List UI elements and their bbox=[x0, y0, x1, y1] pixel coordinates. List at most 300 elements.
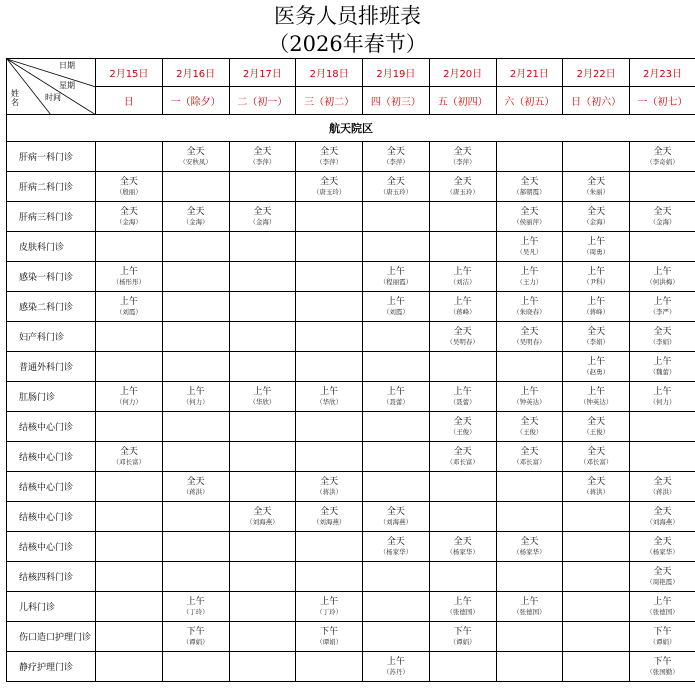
shift-label: 上午 bbox=[453, 266, 472, 277]
shift-label: 全天 bbox=[653, 566, 672, 577]
shift-cell bbox=[229, 352, 296, 382]
staff-name: （尹科） bbox=[583, 277, 610, 286]
shift-cell bbox=[630, 472, 695, 502]
shift-cell bbox=[563, 142, 630, 172]
staff-name: （钟英达） bbox=[513, 397, 546, 406]
staff-name: （张国勤） bbox=[646, 667, 679, 676]
staff-name: （丁玲） bbox=[316, 607, 343, 616]
shift-cell bbox=[496, 442, 563, 472]
staff-name: （侯丽萍） bbox=[513, 217, 546, 226]
department-name: 结核中心门诊 bbox=[7, 502, 96, 532]
shift-cell bbox=[363, 142, 430, 172]
shift-label: 下午 bbox=[653, 626, 672, 637]
shift-cell bbox=[630, 172, 695, 202]
staff-name: （何力） bbox=[182, 397, 209, 406]
shift-cell bbox=[229, 262, 296, 292]
staff-name: （唐玉玲） bbox=[446, 187, 479, 196]
shift-label: 全天 bbox=[653, 506, 672, 517]
department-name: 儿科门诊 bbox=[7, 592, 96, 622]
schedule-row bbox=[7, 412, 695, 442]
shift-label: 上午 bbox=[386, 296, 405, 307]
date-header: 2月17日 bbox=[229, 59, 296, 87]
staff-name: （蒋峰） bbox=[449, 307, 476, 316]
department-name: 结核中心门诊 bbox=[7, 472, 96, 502]
shift-label: 上午 bbox=[320, 596, 339, 607]
date-header: 2月23日 bbox=[630, 59, 695, 87]
shift-cell bbox=[563, 622, 630, 652]
shift-label: 全天 bbox=[186, 206, 205, 217]
shift-label: 上午 bbox=[119, 386, 138, 397]
shift-cell bbox=[296, 592, 363, 622]
shift-cell bbox=[496, 292, 563, 322]
weekday-header: 六（初五） bbox=[496, 87, 563, 115]
shift-label: 全天 bbox=[520, 536, 539, 547]
staff-name: （杨家华） bbox=[646, 547, 679, 556]
corner-weekday-label: 星期 bbox=[59, 81, 75, 90]
weekday-header: 一（除夕） bbox=[162, 87, 229, 115]
shift-cell bbox=[630, 652, 695, 682]
staff-name: （王俊） bbox=[516, 427, 543, 436]
shift-label: 上午 bbox=[653, 356, 672, 367]
staff-name: （李奇娟） bbox=[646, 157, 679, 166]
shift-cell bbox=[96, 292, 163, 322]
shift-cell bbox=[162, 352, 229, 382]
department-name: 静疗护理门诊 bbox=[7, 652, 96, 682]
shift-cell bbox=[496, 502, 563, 532]
schedule-row bbox=[7, 442, 695, 472]
staff-name: （谭娟） bbox=[182, 637, 209, 646]
schedule-row bbox=[7, 202, 695, 232]
shift-cell bbox=[630, 382, 695, 412]
shift-label: 全天 bbox=[653, 536, 672, 547]
shift-label: 全天 bbox=[653, 206, 672, 217]
shift-cell bbox=[363, 442, 430, 472]
shift-cell bbox=[96, 232, 163, 262]
department-name: 结核中心门诊 bbox=[7, 412, 96, 442]
staff-name: （华欣） bbox=[316, 397, 343, 406]
department-name: 结核中心门诊 bbox=[7, 442, 96, 472]
department-name: 感染二科门诊 bbox=[7, 292, 96, 322]
schedule-row bbox=[7, 382, 695, 412]
shift-cell bbox=[630, 262, 695, 292]
sheet-title: 医务人员排班表 bbox=[274, 4, 421, 28]
shift-cell bbox=[162, 412, 229, 442]
shift-cell bbox=[563, 172, 630, 202]
shift-label: 上午 bbox=[520, 386, 539, 397]
shift-label: 全天 bbox=[453, 176, 472, 187]
shift-label: 全天 bbox=[320, 146, 339, 157]
weekday-header: 三（初二） bbox=[296, 87, 363, 115]
shift-cell bbox=[363, 532, 430, 562]
shift-label: 上午 bbox=[186, 596, 205, 607]
staff-name: （何洪梅） bbox=[646, 277, 679, 286]
staff-name: （殷丽） bbox=[115, 187, 142, 196]
shift-cell bbox=[296, 172, 363, 202]
shift-cell bbox=[296, 652, 363, 682]
staff-name: （杨家华） bbox=[513, 547, 546, 556]
shift-cell bbox=[563, 652, 630, 682]
corner-name-label: 姓名 bbox=[11, 89, 19, 107]
shift-cell bbox=[162, 382, 229, 412]
shift-cell bbox=[429, 472, 496, 502]
shift-label: 全天 bbox=[587, 326, 606, 337]
shift-cell bbox=[429, 652, 496, 682]
sheet-subtitle: （2026年春节） bbox=[268, 32, 427, 56]
shift-cell bbox=[296, 322, 363, 352]
shift-cell bbox=[563, 592, 630, 622]
shift-cell bbox=[296, 532, 363, 562]
shift-cell bbox=[563, 532, 630, 562]
shift-cell bbox=[229, 202, 296, 232]
shift-cell bbox=[630, 532, 695, 562]
shift-cell bbox=[229, 232, 296, 262]
shift-cell bbox=[630, 592, 695, 622]
staff-name: （钟英达） bbox=[579, 397, 613, 406]
shift-cell bbox=[296, 202, 363, 232]
shift-label: 全天 bbox=[253, 206, 272, 217]
schedule-row bbox=[7, 622, 695, 652]
shift-cell bbox=[162, 322, 229, 352]
shift-label: 上午 bbox=[320, 386, 339, 397]
shift-label: 下午 bbox=[453, 626, 472, 637]
staff-name: （刘洁） bbox=[449, 277, 476, 286]
header-corner bbox=[7, 59, 96, 115]
shift-cell bbox=[162, 202, 229, 232]
schedule-row bbox=[7, 232, 695, 262]
shift-label: 全天 bbox=[453, 536, 472, 547]
staff-name: （谭娟） bbox=[316, 637, 343, 646]
shift-label: 全天 bbox=[653, 476, 672, 487]
shift-cell bbox=[162, 562, 229, 592]
staff-name: （何力） bbox=[115, 397, 142, 406]
staff-name: （刘海燕） bbox=[646, 517, 679, 526]
date-header: 2月18日 bbox=[296, 59, 363, 87]
shift-cell bbox=[96, 262, 163, 292]
shift-cell bbox=[429, 292, 496, 322]
shift-cell bbox=[96, 172, 163, 202]
shift-cell bbox=[162, 472, 229, 502]
department-name: 妇产科门诊 bbox=[7, 322, 96, 352]
shift-cell bbox=[630, 412, 695, 442]
shift-cell bbox=[496, 532, 563, 562]
shift-cell bbox=[563, 442, 630, 472]
staff-name: （李萍） bbox=[249, 157, 276, 166]
shift-cell bbox=[496, 322, 563, 352]
staff-name: （蒋洪） bbox=[182, 487, 209, 496]
shift-cell bbox=[296, 232, 363, 262]
staff-name: （刘海燕） bbox=[312, 517, 346, 526]
shift-cell bbox=[363, 352, 430, 382]
staff-name: （邓长富） bbox=[112, 457, 146, 466]
staff-name: （张德国） bbox=[513, 607, 546, 616]
staff-name: （李娟） bbox=[649, 337, 676, 346]
shift-cell bbox=[229, 322, 296, 352]
shift-label: 上午 bbox=[520, 266, 539, 277]
shift-label: 上午 bbox=[520, 296, 539, 307]
staff-name: （刘海燕） bbox=[379, 517, 413, 526]
shift-label: 全天 bbox=[453, 146, 472, 157]
shift-cell bbox=[363, 232, 430, 262]
shift-cell bbox=[563, 502, 630, 532]
staff-name: （周勇） bbox=[583, 247, 610, 256]
schedule-row bbox=[7, 592, 695, 622]
shift-cell bbox=[496, 202, 563, 232]
shift-cell bbox=[296, 382, 363, 412]
staff-name: （刘海燕） bbox=[246, 517, 279, 526]
shift-cell bbox=[496, 472, 563, 502]
shift-label: 全天 bbox=[587, 446, 606, 457]
shift-label: 上午 bbox=[386, 656, 405, 667]
staff-name: （程丽霞） bbox=[379, 277, 413, 286]
department-name: 普通外科门诊 bbox=[7, 352, 96, 382]
schedule-row bbox=[7, 532, 695, 562]
shift-label: 全天 bbox=[320, 506, 339, 517]
shift-label: 全天 bbox=[520, 416, 539, 427]
shift-label: 全天 bbox=[587, 416, 606, 427]
shift-cell bbox=[363, 262, 430, 292]
staff-name: （朱晓春） bbox=[513, 307, 546, 316]
shift-cell bbox=[563, 202, 630, 232]
schedule-row bbox=[7, 562, 695, 592]
shift-cell bbox=[363, 382, 430, 412]
department-name: 结核中心门诊 bbox=[7, 532, 96, 562]
shift-label: 全天 bbox=[186, 146, 205, 157]
shift-cell bbox=[429, 502, 496, 532]
staff-name: （吴明春） bbox=[446, 337, 479, 346]
shift-cell bbox=[630, 322, 695, 352]
shift-cell bbox=[429, 622, 496, 652]
shift-cell bbox=[363, 592, 430, 622]
shift-cell bbox=[296, 412, 363, 442]
shift-cell bbox=[630, 202, 695, 232]
shift-cell bbox=[296, 442, 363, 472]
staff-name: （蒋洪） bbox=[583, 487, 610, 496]
shift-label: 下午 bbox=[320, 626, 339, 637]
staff-name: （唐玉玲） bbox=[379, 187, 413, 196]
shift-label: 全天 bbox=[320, 176, 339, 187]
shift-cell bbox=[496, 172, 563, 202]
shift-cell bbox=[363, 412, 430, 442]
shift-cell bbox=[96, 502, 163, 532]
staff-name: （吴凡） bbox=[516, 247, 543, 256]
shift-label: 全天 bbox=[587, 476, 606, 487]
shift-cell bbox=[563, 352, 630, 382]
shift-cell bbox=[96, 322, 163, 352]
staff-name: （王俊） bbox=[583, 427, 610, 436]
shift-cell bbox=[630, 502, 695, 532]
shift-cell bbox=[229, 472, 296, 502]
shift-cell bbox=[296, 472, 363, 502]
shift-cell bbox=[229, 622, 296, 652]
shift-cell bbox=[630, 232, 695, 262]
weekday-header: 四（初三） bbox=[363, 87, 430, 115]
shift-cell bbox=[162, 502, 229, 532]
staff-name: （杨家华） bbox=[446, 547, 479, 556]
schedule-table bbox=[6, 58, 695, 682]
weekday-header: 二（初一） bbox=[229, 87, 296, 115]
shift-cell bbox=[363, 472, 430, 502]
shift-label: 全天 bbox=[453, 416, 472, 427]
shift-label: 全天 bbox=[386, 506, 405, 517]
shift-cell bbox=[229, 142, 296, 172]
shift-cell bbox=[229, 652, 296, 682]
shift-label: 上午 bbox=[587, 296, 606, 307]
shift-label: 全天 bbox=[386, 536, 405, 547]
staff-name: （何力） bbox=[649, 397, 676, 406]
department-name: 肝病二科门诊 bbox=[7, 172, 96, 202]
department-name: 肝病三科门诊 bbox=[7, 202, 96, 232]
shift-cell bbox=[496, 352, 563, 382]
staff-name: （安秋凤） bbox=[179, 157, 212, 166]
staff-name: （张德国） bbox=[646, 607, 679, 616]
shift-cell bbox=[229, 592, 296, 622]
shift-cell bbox=[96, 622, 163, 652]
shift-cell bbox=[96, 562, 163, 592]
schedule-row bbox=[7, 142, 695, 172]
shift-cell bbox=[429, 532, 496, 562]
shift-label: 全天 bbox=[119, 206, 138, 217]
shift-label: 上午 bbox=[653, 596, 672, 607]
staff-name: （聂蕾） bbox=[449, 397, 476, 406]
shift-cell bbox=[162, 292, 229, 322]
schedule-row bbox=[7, 502, 695, 532]
department-name: 结核四科门诊 bbox=[7, 562, 96, 592]
staff-name: （金海） bbox=[583, 217, 610, 226]
shift-cell bbox=[429, 172, 496, 202]
staff-name: （魏蕾） bbox=[649, 367, 676, 376]
shift-label: 全天 bbox=[253, 146, 272, 157]
shift-cell bbox=[429, 202, 496, 232]
shift-cell bbox=[630, 352, 695, 382]
shift-cell bbox=[162, 442, 229, 472]
weekday-header: 一（初七） bbox=[630, 87, 695, 115]
shift-label: 全天 bbox=[119, 446, 138, 457]
department-name: 皮肤科门诊 bbox=[7, 232, 96, 262]
staff-name: （谭娟） bbox=[649, 637, 676, 646]
shift-label: 上午 bbox=[119, 266, 138, 277]
shift-label: 下午 bbox=[186, 626, 205, 637]
staff-name: （李萍） bbox=[382, 157, 409, 166]
shift-cell bbox=[496, 142, 563, 172]
shift-label: 全天 bbox=[587, 176, 606, 187]
staff-name: （蒋洪） bbox=[649, 487, 676, 496]
shift-cell bbox=[563, 232, 630, 262]
shift-label: 全天 bbox=[520, 176, 539, 187]
shift-label: 上午 bbox=[453, 296, 472, 307]
staff-name: （唐玉玲） bbox=[312, 187, 346, 196]
shift-label: 上午 bbox=[386, 266, 405, 277]
shift-cell bbox=[229, 412, 296, 442]
weekday-header: 日（初六） bbox=[563, 87, 630, 115]
diagonal-lines bbox=[7, 59, 96, 115]
department-name: 感染一科门诊 bbox=[7, 262, 96, 292]
staff-name: （蒋峰） bbox=[583, 307, 610, 316]
staff-name: （吴明春） bbox=[513, 337, 546, 346]
shift-cell bbox=[96, 652, 163, 682]
department-name: 肝病一科门诊 bbox=[7, 142, 96, 172]
shift-cell bbox=[429, 562, 496, 592]
staff-name: （金海） bbox=[249, 217, 276, 226]
shift-cell bbox=[296, 502, 363, 532]
shift-label: 全天 bbox=[453, 446, 472, 457]
staff-name: （金海） bbox=[182, 217, 209, 226]
shift-cell bbox=[96, 142, 163, 172]
shift-label: 全天 bbox=[520, 326, 539, 337]
shift-cell bbox=[96, 472, 163, 502]
shift-label: 上午 bbox=[587, 266, 606, 277]
shift-label: 上午 bbox=[386, 386, 405, 397]
staff-name: （刘霞） bbox=[115, 307, 142, 316]
shift-cell bbox=[496, 592, 563, 622]
date-header: 2月19日 bbox=[363, 59, 430, 87]
shift-cell bbox=[162, 172, 229, 202]
shift-label: 上午 bbox=[653, 296, 672, 307]
shift-cell bbox=[630, 142, 695, 172]
shift-label: 全天 bbox=[253, 506, 272, 517]
shift-cell bbox=[496, 232, 563, 262]
shift-cell bbox=[96, 202, 163, 232]
schedule-row bbox=[7, 472, 695, 502]
shift-cell bbox=[630, 442, 695, 472]
shift-cell bbox=[429, 322, 496, 352]
shift-label: 上午 bbox=[520, 236, 539, 247]
staff-name: （李萍） bbox=[449, 157, 476, 166]
shift-cell bbox=[296, 262, 363, 292]
shift-cell bbox=[296, 142, 363, 172]
shift-cell bbox=[363, 322, 430, 352]
date-header: 2月20日 bbox=[429, 59, 496, 87]
shift-cell bbox=[229, 442, 296, 472]
shift-cell bbox=[162, 592, 229, 622]
shift-cell bbox=[96, 532, 163, 562]
shift-cell bbox=[496, 262, 563, 292]
shift-label: 全天 bbox=[386, 146, 405, 157]
shift-cell bbox=[429, 232, 496, 262]
shift-label: 全天 bbox=[119, 176, 138, 187]
shift-cell bbox=[229, 292, 296, 322]
department-name: 伤口造口护理门诊 bbox=[7, 622, 96, 652]
shift-cell bbox=[429, 352, 496, 382]
staff-name: （李严） bbox=[649, 307, 676, 316]
shift-cell bbox=[630, 292, 695, 322]
shift-label: 上午 bbox=[653, 266, 672, 277]
weekday-header: 五（初四） bbox=[429, 87, 496, 115]
shift-cell bbox=[162, 232, 229, 262]
shift-cell bbox=[296, 622, 363, 652]
shift-label: 全天 bbox=[386, 176, 405, 187]
date-header: 2月21日 bbox=[496, 59, 563, 87]
schedule-row bbox=[7, 172, 695, 202]
shift-cell bbox=[496, 652, 563, 682]
shift-label: 上午 bbox=[587, 236, 606, 247]
department-name: 肛肠门诊 bbox=[7, 382, 96, 412]
shift-label: 全天 bbox=[587, 206, 606, 217]
schedule-row bbox=[7, 352, 695, 382]
staff-name: （杨彤彤） bbox=[112, 277, 146, 286]
staff-name: （王力） bbox=[516, 277, 543, 286]
shift-cell bbox=[96, 352, 163, 382]
staff-name: （谭娟） bbox=[449, 637, 476, 646]
shift-label: 上午 bbox=[520, 596, 539, 607]
shift-cell bbox=[429, 382, 496, 412]
shift-cell bbox=[630, 622, 695, 652]
shift-cell bbox=[496, 412, 563, 442]
shift-label: 下午 bbox=[653, 656, 672, 667]
shift-cell bbox=[429, 262, 496, 292]
weekday-header: 日 bbox=[96, 87, 163, 115]
schedule-row bbox=[7, 322, 695, 352]
corner-time-label: 时间 bbox=[45, 93, 61, 102]
